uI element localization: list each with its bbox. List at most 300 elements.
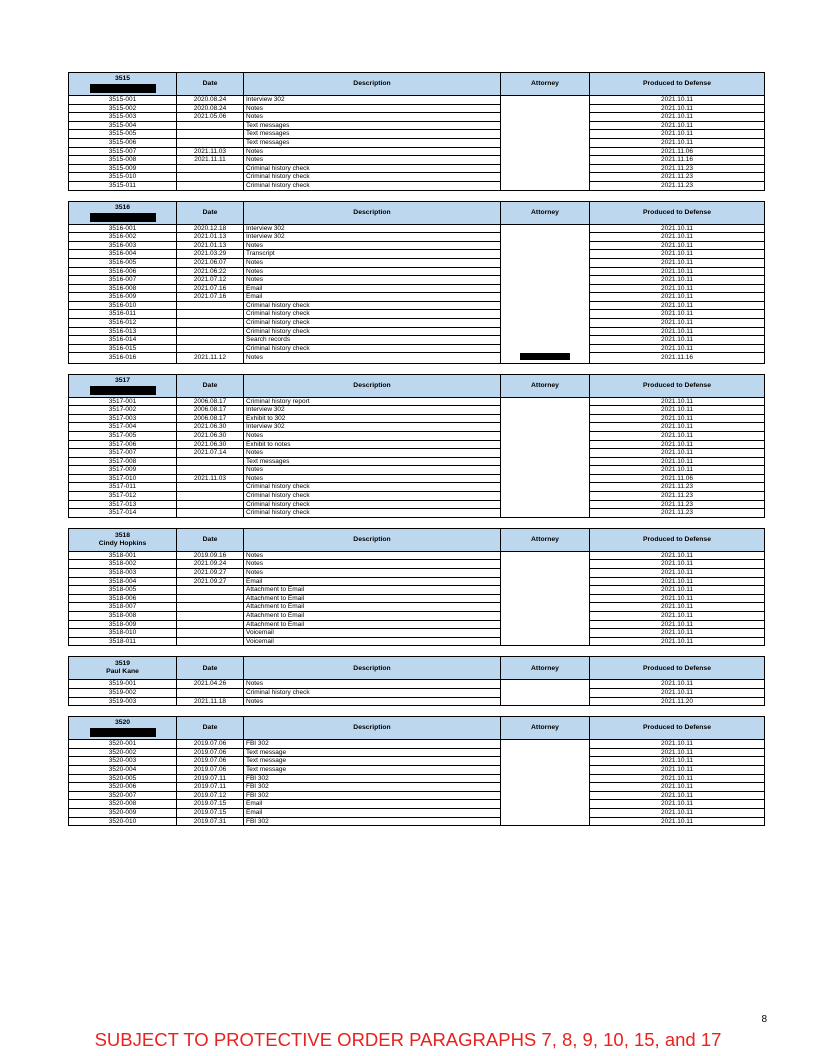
item-date: 2021.06.07	[177, 258, 244, 267]
item-id: 3515-010	[69, 173, 177, 182]
item-description: Interview 302	[244, 224, 501, 233]
item-description: Interview 302	[244, 96, 501, 105]
item-date: 2021.06.30	[177, 440, 244, 449]
item-id: 3516-001	[69, 224, 177, 233]
table-row	[69, 121, 765, 130]
item-description: FBI 302	[244, 774, 501, 783]
table-row	[69, 466, 765, 475]
item-produced-date: 2021.10.11	[590, 688, 765, 697]
page-number: 8	[761, 1014, 767, 1025]
item-produced-date: 2021.10.11	[590, 800, 765, 809]
item-produced-date: 2021.11.23	[590, 164, 765, 173]
item-produced-date: 2021.10.11	[590, 423, 765, 432]
item-description: Criminal history report	[244, 397, 501, 406]
item-date	[177, 466, 244, 475]
item-id: 3518-010	[69, 629, 177, 638]
item-id: 3518-006	[69, 594, 177, 603]
item-date	[177, 319, 244, 328]
item-description: Notes	[244, 680, 501, 689]
item-produced-date: 2021.10.11	[590, 284, 765, 293]
item-attorney	[501, 569, 590, 578]
item-id: 3518-011	[69, 637, 177, 646]
item-description: Criminal history check	[244, 500, 501, 509]
item-attorney	[501, 551, 590, 560]
item-date: 2021.11.03	[177, 474, 244, 483]
item-id: 3518-005	[69, 586, 177, 595]
table-row	[69, 740, 765, 749]
item-produced-date: 2021.10.11	[590, 680, 765, 689]
item-attorney	[501, 808, 590, 817]
item-attorney	[501, 774, 590, 783]
item-produced-date: 2021.10.11	[590, 757, 765, 766]
item-date	[177, 336, 244, 345]
table-row	[69, 551, 765, 560]
item-produced-date: 2021.10.11	[590, 250, 765, 259]
item-produced-date: 2021.10.11	[590, 740, 765, 749]
item-date: 2006.08.17	[177, 414, 244, 423]
item-id: 3520-006	[69, 783, 177, 792]
item-id: 3517-004	[69, 423, 177, 432]
table-row	[69, 748, 765, 757]
item-date: 2019.07.11	[177, 783, 244, 792]
witness-number: 3515	[114, 75, 131, 82]
item-date	[177, 586, 244, 595]
table-row	[69, 620, 765, 629]
table-row	[69, 697, 765, 706]
table-row	[69, 757, 765, 766]
table-row	[69, 96, 765, 105]
item-produced-date: 2021.10.11	[590, 233, 765, 242]
item-produced-date: 2021.10.11	[590, 594, 765, 603]
item-id: 3516-010	[69, 301, 177, 310]
item-id: 3515-011	[69, 181, 177, 190]
item-produced-date: 2021.11.23	[590, 173, 765, 182]
table-row	[69, 173, 765, 182]
column-header-produced: Produced to Defense	[590, 374, 765, 397]
table-row	[69, 267, 765, 276]
item-date	[177, 181, 244, 190]
item-produced-date: 2021.10.11	[590, 569, 765, 578]
item-date: 2021.06.22	[177, 267, 244, 276]
item-description: Criminal history check	[244, 509, 501, 518]
item-attorney	[501, 181, 590, 190]
item-description: FBI 302	[244, 817, 501, 826]
item-id: 3515-002	[69, 104, 177, 113]
item-id: 3517-003	[69, 414, 177, 423]
item-date: 2006.08.17	[177, 397, 244, 406]
table-row	[69, 138, 765, 147]
item-produced-date: 2021.10.11	[590, 121, 765, 130]
item-attorney	[501, 612, 590, 621]
item-date	[177, 344, 244, 353]
item-attorney	[501, 250, 590, 259]
item-attorney	[501, 397, 590, 406]
item-description: Exhibit to 302	[244, 414, 501, 423]
item-description: Criminal history check	[244, 483, 501, 492]
column-header-attorney: Attorney	[501, 528, 590, 551]
item-produced-date: 2021.10.11	[590, 276, 765, 285]
item-date: 2021.09.27	[177, 569, 244, 578]
item-description: Notes	[244, 276, 501, 285]
item-id: 3520-003	[69, 757, 177, 766]
item-id: 3516-011	[69, 310, 177, 319]
item-produced-date: 2021.10.11	[590, 138, 765, 147]
witness-number: 3517	[114, 376, 131, 384]
item-id: 3518-003	[69, 569, 177, 578]
column-header-produced: Produced to Defense	[590, 528, 765, 551]
item-date	[177, 509, 244, 518]
table-row	[69, 104, 765, 113]
column-header-produced: Produced to Defense	[590, 657, 765, 680]
item-id: 3517-007	[69, 449, 177, 458]
item-produced-date: 2021.11.23	[590, 483, 765, 492]
item-id: 3517-008	[69, 457, 177, 466]
table-row	[69, 457, 765, 466]
item-id: 3520-007	[69, 791, 177, 800]
item-description: Criminal history check	[244, 310, 501, 319]
item-attorney	[501, 130, 590, 139]
column-header-attorney: Attorney	[501, 201, 590, 224]
item-id: 3519-002	[69, 688, 177, 697]
witness-number: 3518	[114, 531, 131, 539]
item-produced-date: 2021.10.11	[590, 765, 765, 774]
item-date	[177, 327, 244, 336]
item-description: Attachment to Email	[244, 620, 501, 629]
item-description: Attachment to Email	[244, 594, 501, 603]
item-date: 2020.08.24	[177, 104, 244, 113]
item-attorney	[501, 241, 590, 250]
item-id: 3517-014	[69, 509, 177, 518]
item-description: Email	[244, 284, 501, 293]
item-description: Transcript	[244, 250, 501, 259]
item-description: Notes	[244, 156, 501, 165]
item-id: 3516-013	[69, 327, 177, 336]
item-date	[177, 457, 244, 466]
item-produced-date: 2021.10.11	[590, 466, 765, 475]
item-attorney	[501, 560, 590, 569]
item-id: 3517-002	[69, 406, 177, 415]
item-attorney	[501, 449, 590, 458]
item-id: 3517-009	[69, 466, 177, 475]
item-attorney	[501, 800, 590, 809]
item-produced-date: 2021.11.16	[590, 156, 765, 165]
item-description: Notes	[244, 104, 501, 113]
item-produced-date: 2021.10.11	[590, 791, 765, 800]
item-description: Notes	[244, 147, 501, 156]
item-attorney	[501, 680, 590, 689]
item-id: 3519-001	[69, 680, 177, 689]
item-produced-date: 2021.10.11	[590, 457, 765, 466]
item-produced-date: 2021.10.11	[590, 224, 765, 233]
item-produced-date: 2021.10.11	[590, 104, 765, 113]
item-id: 3515-004	[69, 121, 177, 130]
item-attorney	[501, 791, 590, 800]
item-attorney	[501, 147, 590, 156]
table-row	[69, 449, 765, 458]
item-produced-date: 2021.10.11	[590, 551, 765, 560]
item-id: 3518-001	[69, 551, 177, 560]
table-row	[69, 492, 765, 501]
witness-name: Paul Kane	[106, 668, 139, 676]
item-description: Voicemail	[244, 637, 501, 646]
item-date: 2020.08.24	[177, 96, 244, 105]
item-id: 3517-012	[69, 492, 177, 501]
item-attorney	[501, 637, 590, 646]
item-attorney	[501, 500, 590, 509]
item-attorney	[501, 96, 590, 105]
item-date: 2020.12.18	[177, 224, 244, 233]
item-id: 3515-001	[69, 96, 177, 105]
item-description: Email	[244, 808, 501, 817]
item-produced-date: 2021.10.11	[590, 344, 765, 353]
item-date: 2019.07.06	[177, 748, 244, 757]
witness-number: 3520	[114, 719, 131, 727]
witness-header	[69, 73, 177, 96]
item-id: 3517-006	[69, 440, 177, 449]
item-attorney	[501, 603, 590, 612]
item-description: Email	[244, 800, 501, 809]
table-row	[69, 327, 765, 336]
column-header-description: Description	[244, 374, 501, 397]
column-header-produced: Produced to Defense	[590, 717, 765, 740]
item-produced-date: 2021.11.06	[590, 147, 765, 156]
item-id: 3516-005	[69, 258, 177, 267]
item-description: Criminal history check	[244, 164, 501, 173]
item-produced-date: 2021.10.11	[590, 113, 765, 122]
item-id: 3517-013	[69, 500, 177, 509]
header-row	[69, 374, 765, 397]
witness-table	[68, 72, 765, 191]
item-date	[177, 637, 244, 646]
item-description: Text messages	[244, 121, 501, 130]
item-date: 2021.11.11	[177, 156, 244, 165]
table-row	[69, 301, 765, 310]
header-row	[69, 201, 765, 224]
item-produced-date: 2021.10.11	[590, 783, 765, 792]
item-produced-date: 2021.10.11	[590, 774, 765, 783]
item-id: 3518-009	[69, 620, 177, 629]
item-produced-date: 2021.10.11	[590, 577, 765, 586]
item-id: 3516-008	[69, 284, 177, 293]
item-attorney	[501, 310, 590, 319]
redaction-box	[90, 213, 156, 222]
item-date	[177, 492, 244, 501]
item-produced-date: 2021.10.11	[590, 310, 765, 319]
item-date: 2019.07.06	[177, 757, 244, 766]
item-id: 3518-004	[69, 577, 177, 586]
item-produced-date: 2021.10.11	[590, 748, 765, 757]
item-id: 3517-011	[69, 483, 177, 492]
item-attorney	[501, 492, 590, 501]
item-date	[177, 130, 244, 139]
redaction-box	[520, 353, 570, 360]
item-attorney	[501, 293, 590, 302]
item-date	[177, 164, 244, 173]
item-date	[177, 603, 244, 612]
item-produced-date: 2021.10.11	[590, 586, 765, 595]
item-date	[177, 310, 244, 319]
table-row	[69, 586, 765, 595]
redaction-box	[90, 84, 156, 93]
item-produced-date: 2021.10.11	[590, 327, 765, 336]
item-id: 3516-003	[69, 241, 177, 250]
item-id: 3517-005	[69, 431, 177, 440]
item-date	[177, 121, 244, 130]
item-id: 3516-002	[69, 233, 177, 242]
item-date: 2006.08.17	[177, 406, 244, 415]
item-produced-date: 2021.10.11	[590, 293, 765, 302]
table-row	[69, 509, 765, 518]
table-row	[69, 258, 765, 267]
table-row	[69, 164, 765, 173]
item-id: 3518-008	[69, 612, 177, 621]
witness-number: 3519	[114, 660, 131, 668]
item-description: Text message	[244, 757, 501, 766]
item-attorney	[501, 457, 590, 466]
item-description: Notes	[244, 474, 501, 483]
item-id: 3520-010	[69, 817, 177, 826]
item-produced-date: 2021.10.11	[590, 637, 765, 646]
column-header-description: Description	[244, 717, 501, 740]
table-row	[69, 224, 765, 233]
item-attorney	[501, 740, 590, 749]
witness-header	[69, 528, 177, 551]
item-description: Notes	[244, 267, 501, 276]
item-id: 3520-008	[69, 800, 177, 809]
column-header-description: Description	[244, 657, 501, 680]
table-row	[69, 147, 765, 156]
item-id: 3517-001	[69, 397, 177, 406]
item-attorney	[501, 423, 590, 432]
item-description: Attachment to Email	[244, 586, 501, 595]
table-row	[69, 688, 765, 697]
item-date: 2019.07.11	[177, 774, 244, 783]
item-attorney	[501, 783, 590, 792]
item-description: Notes	[244, 449, 501, 458]
item-attorney	[501, 301, 590, 310]
item-produced-date: 2021.10.11	[590, 603, 765, 612]
item-id: 3520-009	[69, 808, 177, 817]
column-header-attorney: Attorney	[501, 374, 590, 397]
item-id: 3515-008	[69, 156, 177, 165]
item-description: Email	[244, 293, 501, 302]
item-attorney	[501, 104, 590, 113]
column-header-date: Date	[177, 73, 244, 96]
table-row	[69, 577, 765, 586]
header-row	[69, 528, 765, 551]
item-description: Interview 302	[244, 406, 501, 415]
table-row	[69, 130, 765, 139]
item-description: Text messages	[244, 457, 501, 466]
column-header-date: Date	[177, 528, 244, 551]
item-date: 2021.06.30	[177, 431, 244, 440]
item-description: Interview 302	[244, 233, 501, 242]
item-produced-date: 2021.11.16	[590, 353, 765, 363]
item-produced-date: 2021.10.11	[590, 258, 765, 267]
item-date: 2021.09.27	[177, 577, 244, 586]
item-description: Notes	[244, 241, 501, 250]
item-produced-date: 2021.10.11	[590, 301, 765, 310]
item-date	[177, 483, 244, 492]
item-date: 2021.01.13	[177, 241, 244, 250]
item-attorney	[501, 156, 590, 165]
table-row	[69, 353, 765, 363]
column-header-date: Date	[177, 657, 244, 680]
item-id: 3515-006	[69, 138, 177, 147]
item-description: FBI 302	[244, 783, 501, 792]
item-produced-date: 2021.10.11	[590, 130, 765, 139]
item-produced-date: 2021.11.23	[590, 492, 765, 501]
item-description: Notes	[244, 560, 501, 569]
item-date	[177, 629, 244, 638]
header-row	[69, 717, 765, 740]
redaction-box	[90, 386, 156, 395]
item-id: 3516-009	[69, 293, 177, 302]
column-header-attorney: Attorney	[501, 73, 590, 96]
item-description: Criminal history check	[244, 173, 501, 182]
item-description: Search records	[244, 336, 501, 345]
item-attorney	[501, 629, 590, 638]
item-date: 2021.07.16	[177, 293, 244, 302]
redaction-box	[90, 728, 156, 737]
table-row	[69, 423, 765, 432]
item-description: Criminal history check	[244, 492, 501, 501]
item-id: 3516-015	[69, 344, 177, 353]
table-row	[69, 474, 765, 483]
item-date: 2021.01.13	[177, 233, 244, 242]
table-row	[69, 440, 765, 449]
header-row	[69, 73, 765, 96]
item-id: 3515-007	[69, 147, 177, 156]
item-date	[177, 688, 244, 697]
item-id: 3520-002	[69, 748, 177, 757]
item-id: 3516-014	[69, 336, 177, 345]
item-produced-date: 2021.10.11	[590, 817, 765, 826]
witness-table	[68, 374, 765, 518]
item-id: 3518-002	[69, 560, 177, 569]
item-date	[177, 173, 244, 182]
item-produced-date: 2021.10.11	[590, 96, 765, 105]
item-produced-date: 2021.10.11	[590, 319, 765, 328]
table-row	[69, 800, 765, 809]
item-description: Text message	[244, 765, 501, 774]
item-attorney	[501, 327, 590, 336]
column-header-date: Date	[177, 201, 244, 224]
table-row	[69, 293, 765, 302]
table-row	[69, 113, 765, 122]
item-description: Notes	[244, 697, 501, 706]
item-description: Notes	[244, 551, 501, 560]
item-produced-date: 2021.10.11	[590, 629, 765, 638]
item-attorney	[501, 431, 590, 440]
table-row	[69, 783, 765, 792]
item-date	[177, 594, 244, 603]
item-date: 2021.04.26	[177, 680, 244, 689]
column-header-attorney: Attorney	[501, 717, 590, 740]
item-attorney	[501, 748, 590, 757]
item-date: 2021.05.06	[177, 113, 244, 122]
table-row	[69, 181, 765, 190]
item-id: 3519-003	[69, 697, 177, 706]
item-description: FBI 302	[244, 791, 501, 800]
item-date: 2021.11.12	[177, 353, 244, 363]
item-produced-date: 2021.10.11	[590, 449, 765, 458]
item-attorney	[501, 697, 590, 706]
item-attorney	[501, 474, 590, 483]
witness-header	[69, 717, 177, 740]
item-attorney	[501, 173, 590, 182]
header-row	[69, 657, 765, 680]
